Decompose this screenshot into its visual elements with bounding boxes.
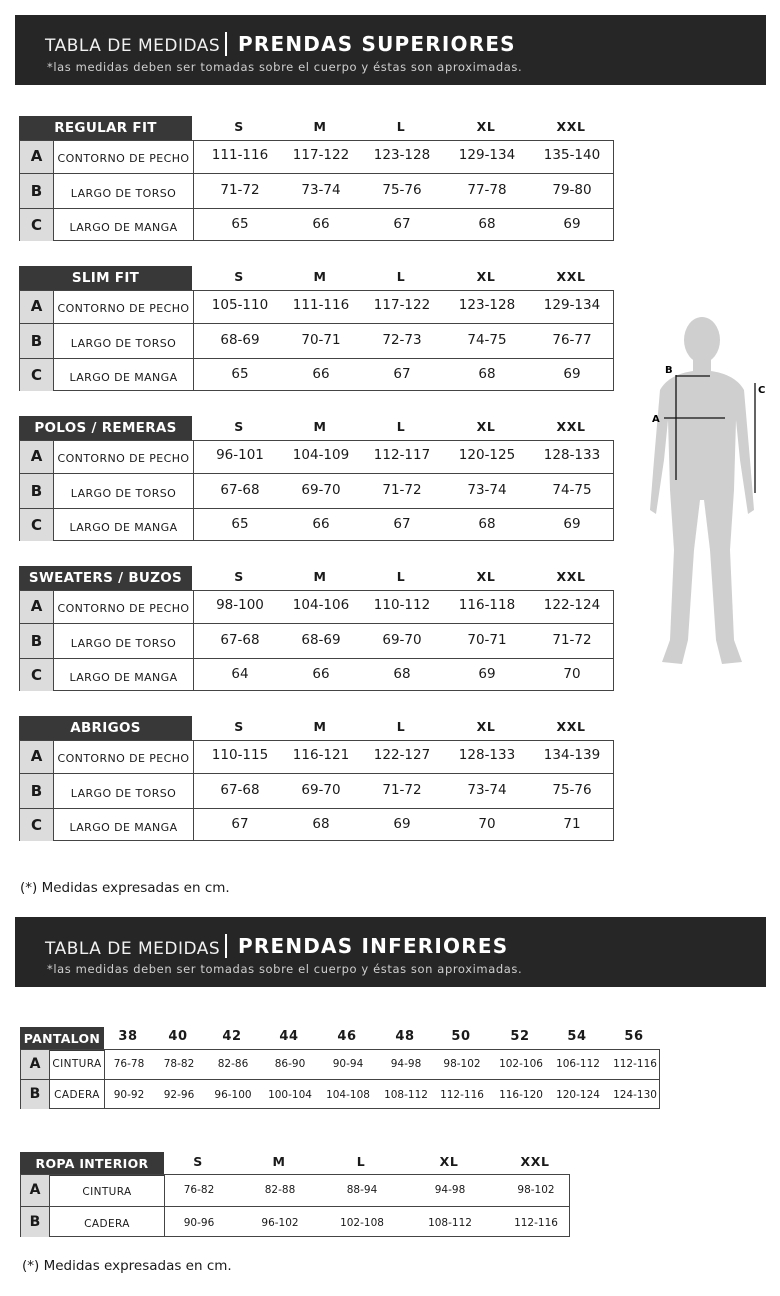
cell-value: 69: [478, 666, 496, 682]
row-label: LARGO DE TORSO: [54, 774, 194, 808]
figure-label-a: A: [652, 414, 660, 425]
cell-value: 77-78: [467, 182, 507, 198]
size-header: XXL: [556, 419, 586, 434]
table-grid: [20, 1049, 660, 1109]
cell-value: 116-120: [499, 1089, 543, 1101]
cell-value: 67-68: [220, 482, 260, 498]
row-label: CINTURA: [50, 1050, 105, 1079]
table-row: [20, 658, 613, 691]
bottom-note: (*) Medidas expresadas en cm.: [22, 1258, 232, 1274]
banner-category: PRENDAS SUPERIORES: [238, 32, 516, 56]
cell-value: 69-70: [382, 632, 422, 648]
cell-value: 112-116: [440, 1089, 484, 1101]
size-table: [19, 266, 614, 392]
cell-value: 76-82: [183, 1184, 215, 1196]
cell-value: 96-101: [216, 447, 264, 463]
table-header: PANTALON: [20, 1027, 104, 1051]
size-header: XL: [476, 269, 496, 284]
cell-value: 73-74: [467, 782, 507, 798]
cell-value: 67: [393, 516, 411, 532]
cell-value: 128-133: [543, 447, 601, 463]
size-header: S: [234, 569, 244, 584]
row-letter: A: [20, 141, 54, 173]
cell-value: 94-98: [390, 1058, 422, 1070]
size-table: [19, 566, 614, 692]
size-header: L: [396, 719, 406, 734]
cell-value: 71-72: [220, 182, 260, 198]
table-grid: [19, 590, 614, 691]
cell-value: 67-68: [220, 782, 260, 798]
table-grid: [19, 440, 614, 541]
row-letter: B: [20, 474, 54, 508]
row-label: CONTORNO DE PECHO: [54, 591, 194, 623]
cell-value: 96-102: [261, 1217, 299, 1229]
size-header: XL: [476, 569, 496, 584]
top-banner: [15, 15, 766, 85]
cell-value: 70: [478, 816, 496, 832]
table-header: ROPA INTERIOR: [20, 1152, 164, 1176]
size-table: [19, 116, 614, 242]
row-label: LARGO DE MANGA: [54, 509, 194, 541]
size-header: S: [234, 419, 244, 434]
row-label: LARGO DE TORSO: [54, 474, 194, 508]
size-header: S: [234, 119, 244, 134]
table-row: [20, 808, 613, 841]
table-grid: [19, 740, 614, 841]
row-letter: B: [20, 174, 54, 208]
cell-value: 116-121: [292, 747, 350, 763]
cell-value: 102-108: [340, 1217, 384, 1229]
banner-subtitle: *las medidas deben ser tomadas sobre el cuerpo y éstas son aproximadas.: [47, 962, 523, 976]
cell-value: 65: [231, 516, 249, 532]
size-header: L: [356, 1154, 366, 1169]
cell-value: 74-75: [552, 482, 592, 498]
row-letter: B: [20, 324, 54, 358]
table-row: [21, 1175, 569, 1206]
size-header: XXL: [556, 569, 586, 584]
cell-value: 71-72: [382, 782, 422, 798]
cell-value: 68: [478, 366, 496, 382]
table-row: [20, 773, 613, 808]
size-header: M: [313, 269, 327, 284]
cell-value: 67: [231, 816, 249, 832]
size-header: M: [313, 419, 327, 434]
banner-title: TABLA DE MEDIDAS: [45, 939, 221, 959]
cell-value: 74-75: [467, 332, 507, 348]
size-header: XL: [476, 719, 496, 734]
cell-value: 117-122: [292, 147, 350, 163]
cell-value: 116-118: [458, 597, 516, 613]
size-table: [20, 1027, 660, 1113]
cell-value: 68: [393, 666, 411, 682]
size-header: M: [313, 719, 327, 734]
cell-value: 88-94: [346, 1184, 378, 1196]
size-header: 42: [222, 1029, 242, 1044]
cell-value: 66: [312, 216, 330, 232]
cell-value: 75-76: [552, 782, 592, 798]
size-header: 52: [510, 1029, 530, 1044]
row-letter: C: [20, 509, 54, 541]
cell-value: 90-92: [113, 1089, 145, 1101]
row-letter: A: [20, 291, 54, 323]
size-header: L: [396, 419, 406, 434]
row-letter: A: [20, 441, 54, 473]
row-label: LARGO DE MANGA: [54, 659, 194, 691]
row-letter: A: [21, 1050, 50, 1079]
size-header: 50: [451, 1029, 471, 1044]
row-letter: A: [20, 591, 54, 623]
table-row: [20, 473, 613, 508]
cell-value: 69-70: [301, 482, 341, 498]
table-row: [20, 173, 613, 208]
row-letter: B: [20, 774, 54, 808]
cell-value: 120-124: [556, 1089, 600, 1101]
cell-value: 112-117: [373, 447, 431, 463]
cell-value: 90-94: [332, 1058, 364, 1070]
body-measurement-figure: [630, 300, 770, 680]
row-label: CADERA: [50, 1080, 105, 1109]
table-row: [20, 508, 613, 541]
cell-value: 129-134: [543, 297, 601, 313]
size-header: XXL: [556, 119, 586, 134]
size-header: 56: [624, 1029, 644, 1044]
cell-value: 108-112: [428, 1217, 472, 1229]
size-header: XXL: [520, 1154, 550, 1169]
banner-category: PRENDAS INFERIORES: [238, 934, 509, 958]
table-header: ABRIGOS: [19, 716, 192, 740]
cell-value: 67-68: [220, 632, 260, 648]
size-header: L: [396, 569, 406, 584]
cell-value: 66: [312, 516, 330, 532]
table-row: [20, 141, 613, 173]
row-label: CONTORNO DE PECHO: [54, 441, 194, 473]
size-table: [19, 716, 614, 842]
cell-value: 111-116: [211, 147, 269, 163]
row-letter: C: [20, 809, 54, 841]
table-header: SLIM FIT: [19, 266, 192, 290]
table-header: SWEATERS / BUZOS: [19, 566, 192, 590]
row-letter: C: [20, 209, 54, 241]
cell-value: 104-109: [292, 447, 350, 463]
banner-subtitle: *las medidas deben ser tomadas sobre el cuerpo y éstas son aproximadas.: [47, 60, 523, 74]
size-header: XL: [476, 119, 496, 134]
cell-value: 120-125: [458, 447, 516, 463]
cell-value: 123-128: [458, 297, 516, 313]
table-header: POLOS / REMERAS: [19, 416, 192, 440]
cell-value: 117-122: [373, 297, 431, 313]
size-header: XL: [439, 1154, 459, 1169]
cell-value: 82-86: [217, 1058, 249, 1070]
cell-value: 73-74: [301, 182, 341, 198]
size-header: 44: [279, 1029, 299, 1044]
size-header: 38: [118, 1029, 138, 1044]
size-header: XXL: [556, 269, 586, 284]
bottom-banner: [15, 917, 766, 987]
cell-value: 135-140: [543, 147, 601, 163]
cell-value: 82-88: [264, 1184, 296, 1196]
cell-value: 75-76: [382, 182, 422, 198]
row-label: CONTORNO DE PECHO: [54, 291, 194, 323]
cell-value: 98-100: [216, 597, 264, 613]
cell-value: 69: [563, 366, 581, 382]
cell-value: 68: [478, 216, 496, 232]
row-label: CONTORNO DE PECHO: [54, 141, 194, 173]
cell-value: 71-72: [552, 632, 592, 648]
cell-value: 76-78: [113, 1058, 145, 1070]
cell-value: 69: [393, 816, 411, 832]
cell-value: 68-69: [301, 632, 341, 648]
table-row: [20, 741, 613, 773]
cell-value: 122-127: [373, 747, 431, 763]
table-grid: [19, 290, 614, 391]
row-letter: C: [20, 659, 54, 691]
cell-value: 78-82: [163, 1058, 195, 1070]
size-header: XL: [476, 419, 496, 434]
size-table: [19, 416, 614, 542]
row-label: LARGO DE TORSO: [54, 624, 194, 658]
cell-value: 112-116: [613, 1058, 657, 1070]
table-row: [20, 208, 613, 241]
cell-value: 100-104: [268, 1089, 312, 1101]
cell-value: 123-128: [373, 147, 431, 163]
cell-value: 69: [563, 516, 581, 532]
banner-divider: [225, 32, 227, 56]
size-header: 48: [395, 1029, 415, 1044]
cell-value: 67: [393, 366, 411, 382]
size-header: M: [313, 569, 327, 584]
cell-value: 98-102: [443, 1058, 481, 1070]
row-label: LARGO DE MANGA: [54, 809, 194, 841]
cell-value: 124-130: [613, 1089, 657, 1101]
size-header: M: [272, 1154, 286, 1169]
size-header: XXL: [556, 719, 586, 734]
table-grid: [19, 140, 614, 241]
cell-value: 108-112: [384, 1089, 428, 1101]
table-row: [21, 1206, 569, 1237]
cell-value: 92-96: [163, 1089, 195, 1101]
table-row: [20, 441, 613, 473]
cell-value: 96-100: [214, 1089, 252, 1101]
row-letter: B: [21, 1207, 50, 1237]
cell-value: 112-116: [514, 1217, 558, 1229]
cell-value: 129-134: [458, 147, 516, 163]
cell-value: 65: [231, 216, 249, 232]
size-header: M: [313, 119, 327, 134]
cell-value: 70: [563, 666, 581, 682]
row-letter: A: [21, 1175, 50, 1206]
cell-value: 68: [478, 516, 496, 532]
cell-value: 65: [231, 366, 249, 382]
table-row: [20, 358, 613, 391]
cell-value: 72-73: [382, 332, 422, 348]
row-letter: B: [21, 1080, 50, 1109]
cell-value: 64: [231, 666, 249, 682]
row-letter: C: [20, 359, 54, 391]
table-row: [20, 291, 613, 323]
table-row: [20, 623, 613, 658]
top-note: (*) Medidas expresadas en cm.: [20, 880, 230, 896]
cell-value: 76-77: [552, 332, 592, 348]
cell-value: 70-71: [301, 332, 341, 348]
row-label: CONTORNO DE PECHO: [54, 741, 194, 773]
size-table: [20, 1152, 570, 1236]
cell-value: 104-106: [292, 597, 350, 613]
row-letter: B: [20, 624, 54, 658]
size-header: S: [234, 269, 244, 284]
cell-value: 68: [312, 816, 330, 832]
figure-label-c: C: [758, 385, 766, 396]
cell-value: 111-116: [292, 297, 350, 313]
table-header: REGULAR FIT: [19, 116, 192, 140]
row-label: CADERA: [50, 1207, 165, 1237]
table-row: [21, 1079, 659, 1109]
cell-value: 102-106: [499, 1058, 543, 1070]
cell-value: 94-98: [434, 1184, 466, 1196]
cell-value: 122-124: [543, 597, 601, 613]
cell-value: 128-133: [458, 747, 516, 763]
table-grid: [20, 1174, 570, 1237]
cell-value: 69: [563, 216, 581, 232]
size-header: L: [396, 269, 406, 284]
size-header: S: [193, 1154, 203, 1169]
cell-value: 90-96: [183, 1217, 215, 1229]
cell-value: 134-139: [543, 747, 601, 763]
cell-value: 73-74: [467, 482, 507, 498]
row-letter: A: [20, 741, 54, 773]
cell-value: 66: [312, 666, 330, 682]
row-label: LARGO DE TORSO: [54, 324, 194, 358]
cell-value: 71-72: [382, 482, 422, 498]
cell-value: 86-90: [274, 1058, 306, 1070]
cell-value: 68-69: [220, 332, 260, 348]
size-header: 46: [337, 1029, 357, 1044]
size-header: 40: [168, 1029, 188, 1044]
cell-value: 79-80: [552, 182, 592, 198]
figure-label-b: B: [665, 365, 673, 376]
cell-value: 98-102: [517, 1184, 555, 1196]
cell-value: 110-115: [211, 747, 269, 763]
table-row: [20, 323, 613, 358]
size-header: L: [396, 119, 406, 134]
cell-value: 71: [563, 816, 581, 832]
banner-title: TABLA DE MEDIDAS: [45, 36, 221, 56]
row-label: LARGO DE MANGA: [54, 209, 194, 241]
banner-divider: [225, 934, 227, 958]
cell-value: 70-71: [467, 632, 507, 648]
table-row: [20, 591, 613, 623]
row-label: LARGO DE TORSO: [54, 174, 194, 208]
row-label: CINTURA: [50, 1175, 165, 1206]
table-row: [21, 1050, 659, 1079]
row-label: LARGO DE MANGA: [54, 359, 194, 391]
cell-value: 105-110: [211, 297, 269, 313]
cell-value: 110-112: [373, 597, 431, 613]
cell-value: 69-70: [301, 782, 341, 798]
cell-value: 66: [312, 366, 330, 382]
cell-value: 104-108: [326, 1089, 370, 1101]
size-header: 54: [567, 1029, 587, 1044]
cell-value: 67: [393, 216, 411, 232]
size-header: S: [234, 719, 244, 734]
cell-value: 106-112: [556, 1058, 600, 1070]
